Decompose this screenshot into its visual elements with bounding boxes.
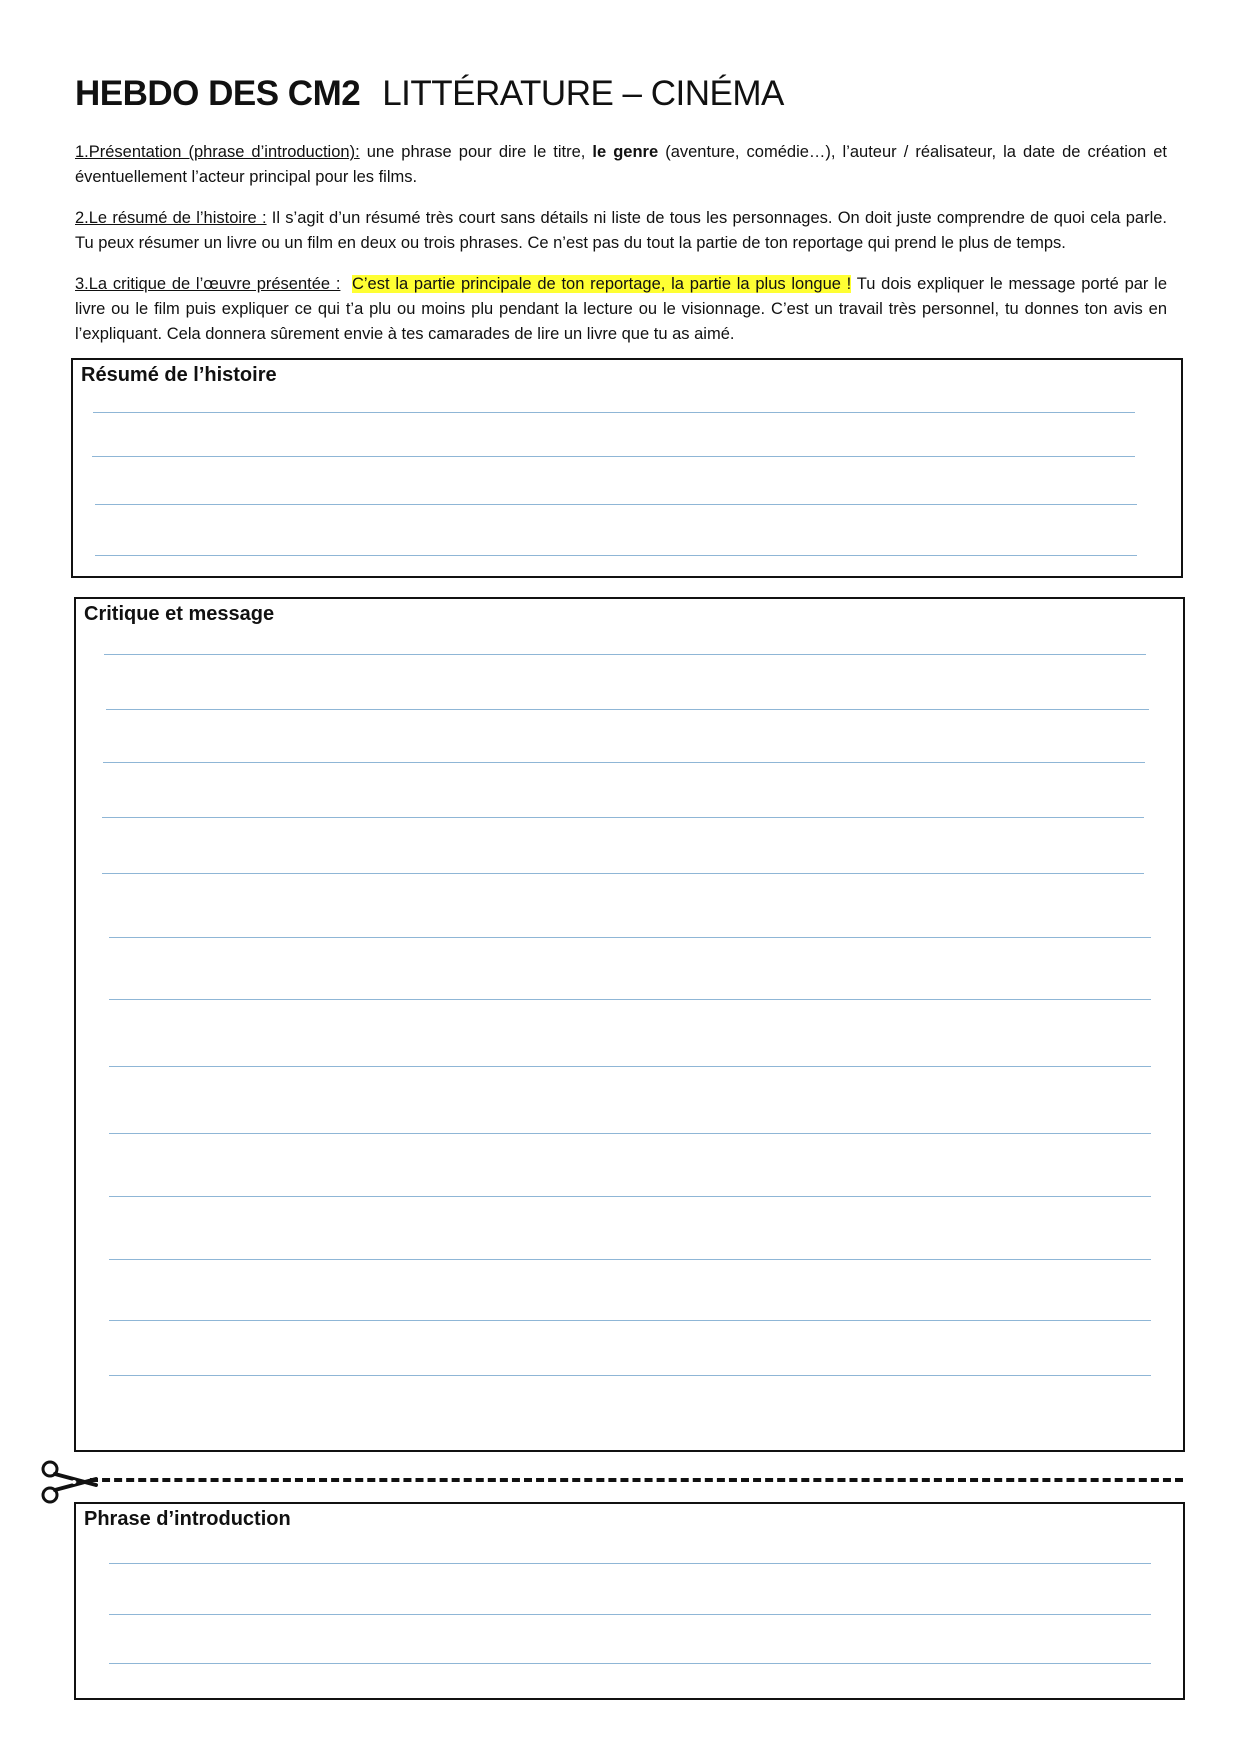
resume-box[interactable]	[71, 358, 1183, 578]
writing-line[interactable]	[109, 1563, 1151, 1564]
instruction-critique-lead: 3.La critique de l’œuvre présentée :	[75, 275, 341, 293]
critique-box-title: Critique et message	[84, 603, 275, 625]
writing-line[interactable]	[102, 817, 1144, 818]
writing-line[interactable]	[109, 1196, 1151, 1197]
instruction-presentation	[75, 140, 1167, 190]
writing-line[interactable]	[109, 1375, 1151, 1376]
instruction-critique-highlight: C’est la partie principale de ton reportage, la partie la plus longue !	[351, 275, 852, 293]
instruction-presentation-lead: 1.Présentation (phrase d’introduction):	[75, 143, 360, 161]
instruction-presentation-bold: le genre	[592, 143, 659, 161]
scissors-icon	[36, 1460, 100, 1504]
writing-line[interactable]	[109, 1320, 1151, 1321]
writing-line[interactable]	[93, 412, 1135, 413]
instruction-presentation-text-a: une phrase pour dire le titre,	[359, 143, 593, 161]
phrase-box[interactable]	[74, 1502, 1185, 1700]
resume-box-title: Résumé de l’histoire	[81, 364, 277, 386]
critique-box[interactable]	[74, 597, 1185, 1452]
writing-line[interactable]	[103, 762, 1145, 763]
instruction-resume	[75, 206, 1167, 256]
title-bold: HEBDO DES CM2	[75, 74, 361, 113]
writing-line[interactable]	[106, 709, 1149, 710]
title-subject: LITTÉRATURE – CINÉMA	[382, 74, 784, 113]
writing-line[interactable]	[109, 937, 1151, 938]
instruction-resume-text: Il s’agit d’un résumé très court sans détails ni liste de tous les personnages. On doit juste comprendre de quoi cela parle. Tu peux résumer un livre ou un film en deux ou trois phrases. Ce n’est pas du tout la partie de ton reportage qui prend le plus de temps.	[75, 209, 1167, 252]
instruction-resume-lead: 2.Le résumé de l’histoire :	[75, 209, 267, 227]
page-title	[75, 74, 784, 114]
writing-line[interactable]	[92, 456, 1135, 457]
writing-line[interactable]	[109, 1663, 1151, 1664]
writing-line[interactable]	[109, 1066, 1151, 1067]
instruction-critique-text: Tu dois expliquer le message porté par le livre ou le film puis expliquer ce qui t’a plu ou moins plu pendant la lecture ou le visionnage. C’est un travail très personnel, tu donnes ton avis en l’expliquant. Cela donnera sûrement envie à tes camarades de lire un livre que tu as aimé.	[75, 275, 1168, 343]
writing-line[interactable]	[102, 873, 1144, 874]
instruction-presentation-text-b: (aventure, comédie…), l’auteur / réalisateur, la date de création et éventuellement l’acteur principal pour les films.	[75, 143, 1168, 186]
phrase-box-title: Phrase d’introduction	[84, 1508, 291, 1530]
cut-line	[90, 1478, 1183, 1482]
writing-line[interactable]	[109, 999, 1151, 1000]
writing-line[interactable]	[109, 1614, 1151, 1615]
writing-line[interactable]	[95, 555, 1137, 556]
instruction-critique	[75, 272, 1167, 347]
writing-line[interactable]	[109, 1259, 1151, 1260]
writing-line[interactable]	[95, 504, 1137, 505]
writing-line[interactable]	[104, 654, 1146, 655]
writing-line[interactable]	[109, 1133, 1151, 1134]
